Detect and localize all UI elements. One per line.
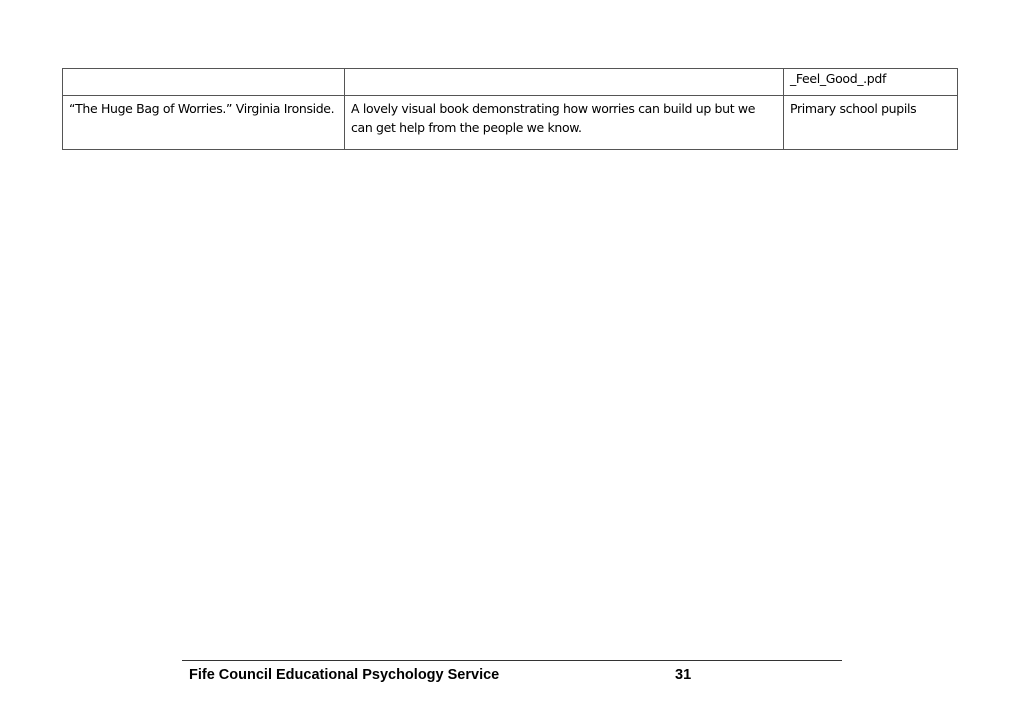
resource-table	[62, 68, 958, 150]
table-row	[63, 69, 958, 96]
audience-cell: _Feel_Good_.pdf	[784, 69, 958, 96]
footer-divider	[182, 660, 842, 661]
resource-cell	[63, 69, 345, 96]
audience-cell: Primary school pupils	[784, 96, 958, 150]
description-cell: A lovely visual book demonstrating how worries can build up but we can get help from the people we know.	[345, 96, 784, 150]
resource-cell: “The Huge Bag of Worries.” Virginia Ironside.	[63, 96, 345, 150]
footer-organization: Fife Council Educational Psychology Service	[189, 667, 500, 683]
description-cell	[345, 69, 784, 96]
table-row	[63, 96, 958, 150]
page-number: 31	[675, 667, 692, 683]
